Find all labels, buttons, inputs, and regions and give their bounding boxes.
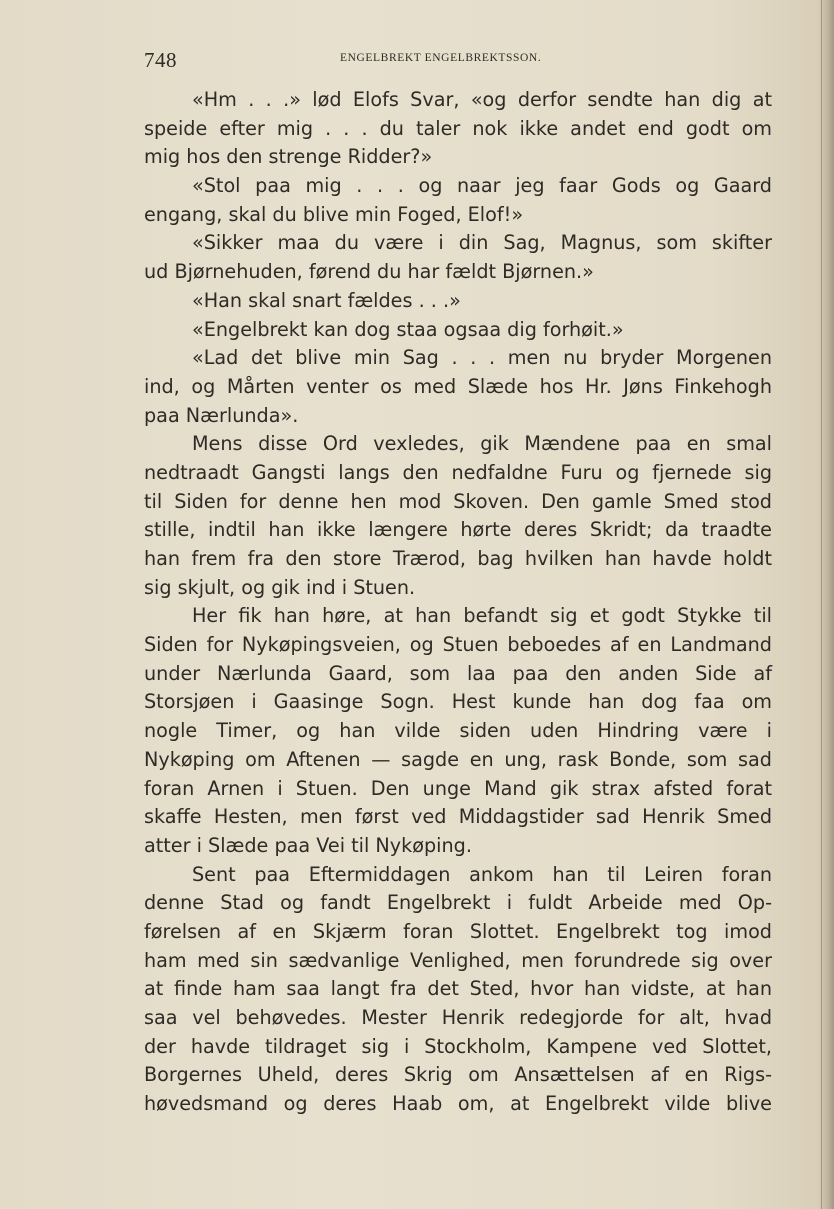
text-line: stille, indtil han ikke længere hørte deres Skridt; da traadte [144,518,772,542]
text-line: skaffe Hesten, men først ved Middagstider sad Henrik Smed [144,805,772,829]
text-line: førelsen af en Skjærm foran Slottet. Engelbrekt tog imod [144,919,772,943]
text-line: «Stol paa mig . . . og naar jeg faar Gods og Gaard [192,174,772,198]
text-line: Storsjøen i Gaasinge Sogn. Hest kunde han dog faa om [144,690,772,714]
text-line: atter i Slæde paa Vei til Nykøping. [144,833,472,857]
text-line: nogle Timer, og han vilde siden uden Hindring være i [144,719,772,743]
text-line: at finde ham saa langt fra det Sted, hvor han vidste, at han [144,977,772,1001]
text-line: ham med sin sædvanlige Venlighed, men forundrede sig over [144,948,772,972]
text-line: denne Stad og fandt Engelbrekt i fuldt Arbeide med Op- [144,891,772,915]
text-line: høvedsmand og deres Haab om, at Engelbrekt vilde blive [144,1092,772,1116]
text-line: foran Arnen i Stuen. Den unge Mand gik strax afsted forat [144,776,772,800]
text-line: til Siden for denne hen mod Skoven. Den gamle Smed stod [144,489,772,513]
running-title: ENGELBREKT ENGELBREKTSSON. [340,52,542,64]
text-line: Nykøping om Aftenen — sagde en ung, rask Bonde, som sad [144,747,772,771]
text-line: «Han skal snart fældes . . .» [192,288,461,312]
text-line: paa Nærlunda». [144,403,299,427]
text-line: «Sikker maa du være i din Sag, Magnus, som skifter [192,231,772,255]
text-line: Mens disse Ord vexledes, gik Mændene paa en smal [192,432,772,456]
text-line: der havde tildraget sig i Stockholm, Kampene ved Slottet, [144,1034,772,1058]
text-line: under Nærlunda Gaard, som laa paa den anden Side af [144,661,772,685]
text-line: sig skjult, og gik ind i Stuen. [144,575,416,599]
text-line: engang, skal du blive min Foged, Elof!» [144,202,524,226]
page-number: 748 [144,48,177,72]
text-line: Siden for Nykøpingsveien, og Stuen beboedes af en Landmand [144,633,772,657]
text-line: han frem fra den store Trærod, bag hvilken han havde holdt [144,547,772,570]
text-line: Sent paa Eftermiddagen ankom han til Leiren foran [192,862,772,886]
text-line: mig hos den strenge Ridder?» [144,145,433,169]
text-line: «Engelbrekt kan dog staa ogsaa dig forhøit.» [192,317,624,341]
text-line: Her fik han høre, at han befandt sig et godt Stykke til [192,604,772,628]
page-header [144,46,784,76]
text-line: «Hm . . .» lød Elofs Svar, «og derfor sendte han dig at [192,88,772,111]
text-line: ud Bjørnehuden, førend du har fældt Bjørnen.» [144,260,594,284]
text-line: saa vel behøvedes. Mester Henrik redegjorde for alt, hvad [144,1006,772,1029]
text-line: speide efter mig . . . du taler nok ikke andet end godt om [144,116,772,140]
text-line: «Lad det blive min Sag . . . men nu bryder Morgenen [192,346,772,370]
page-edge-line [821,0,822,1209]
text-line: Borgernes Uheld, deres Skrig om Ansættelsen af en Rigs- [144,1063,772,1087]
text-line: nedtraadt Gangsti langs den nedfaldne Furu og fjernede sig [144,460,772,484]
body-text [144,86,772,1119]
text-line: ind, og Mårten venter os med Slæde hos Hr. Jøns Finkehogh [144,374,772,398]
